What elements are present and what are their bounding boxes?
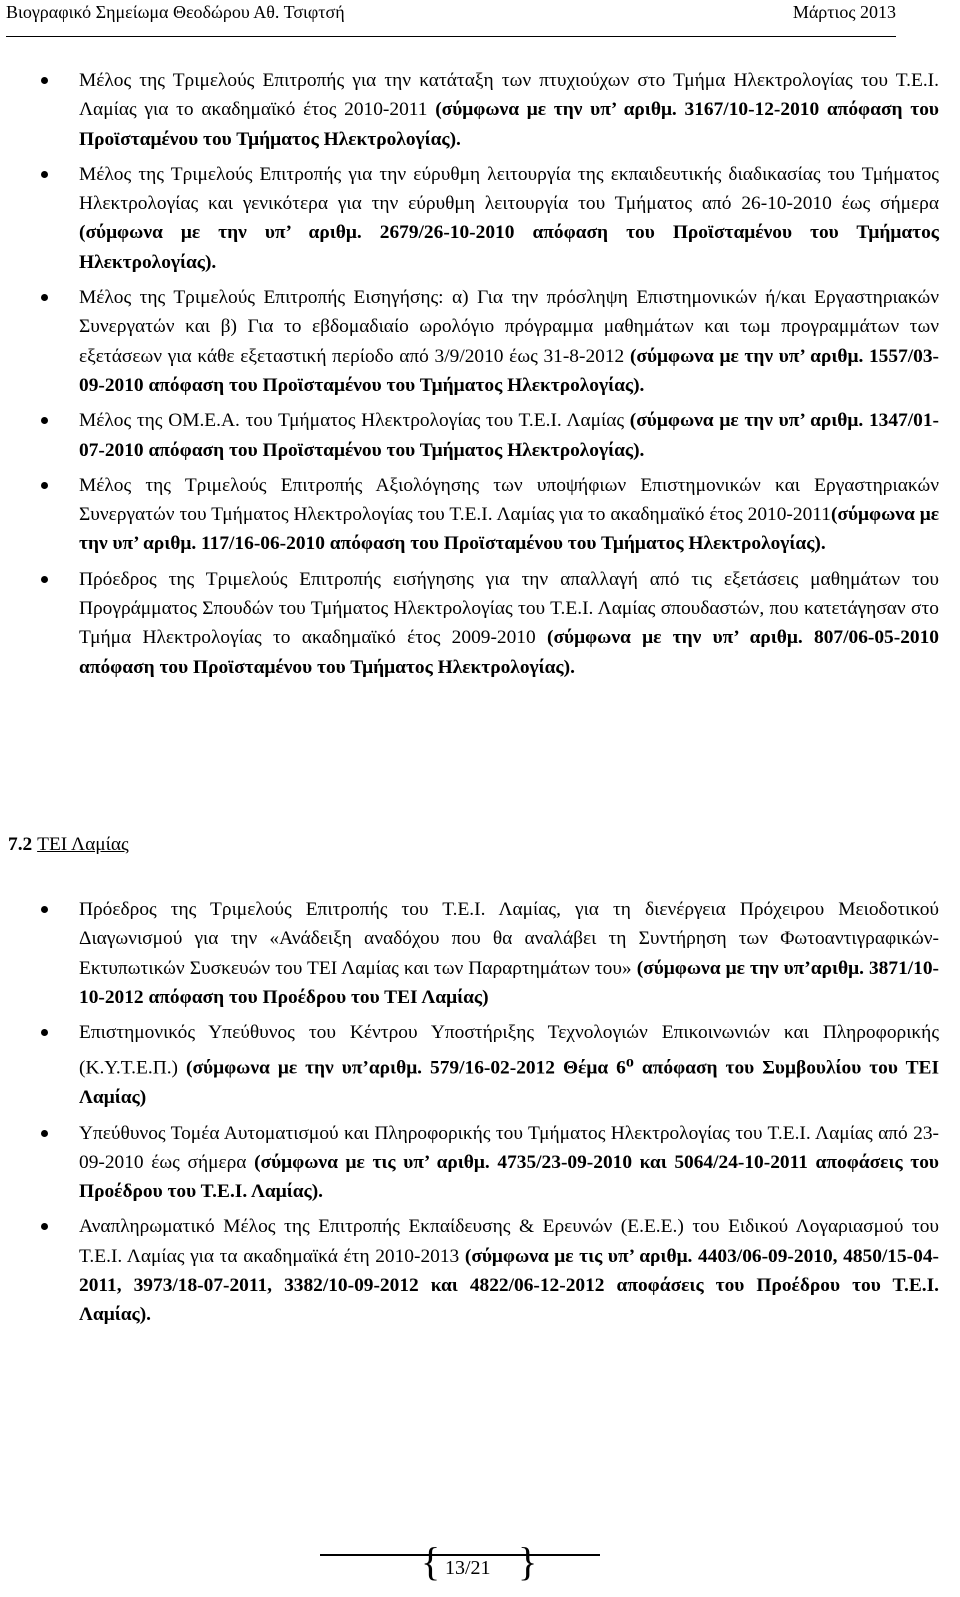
item-reference: (σύμφωνα με την υπ’ αριθμ. 1347/01-07-2010 απόφαση του Προϊσταμένου του Τμήματος Ηλεκτρολογίας). [79, 410, 939, 461]
item-text: Μέλος της ΟΜ.Ε.Α. του Τμήματος Ηλεκτρολογίας του Τ.Ε.Ι. Λαμίας [79, 410, 630, 432]
item-reference: (σύμφωνα με την υπ’ αριθμ. 3167/10-12-2010 απόφαση του Προϊσταμένου του Τμήματος Ηλεκτρολογίας). [79, 99, 939, 150]
bullet-icon [41, 906, 48, 913]
bullet-icon [41, 482, 48, 489]
list-item [0, 565, 939, 682]
item-text: Πρόεδρος της Τριμελούς Επιτροπής του Τ.Ε.Ι. Λαμίας, για τη διενέργεια Πρόχειρου Μειοδοτικού Διαγωνισμού για την «Ανάδειξη αναδόχου που θα αναλάβει τη Συντήρηση των Φωτοαντιγραφικών-Εκτυπωτικών Συσκευών του ΤΕΙ Λαμίας και των Παραρτημάτων του» [79, 899, 939, 979]
left-brace-icon: { [421, 1539, 441, 1584]
bullet-icon [41, 294, 48, 301]
item-reference: (σύμφωνα με την υπ’ αριθμ. 117/16-06-2010 απόφαση του Προϊσταμένου του Τμήματος Ηλεκτρολογίας). [79, 504, 940, 555]
item-text: Μέλος της Τριμελούς Επιτροπής Αξιολόγησης των υποψήφιων Επιστημονικών και Εργαστηριακών Συνεργατών του Τμήματος Ηλεκτρολογίας του Τ.Ε.Ι. Λαμίας για το ακαδημαϊκό έτος 2010-2011 [79, 474, 939, 526]
page-footer [0, 1520, 960, 1597]
list-item [0, 1119, 939, 1207]
bullet-icon [41, 417, 48, 424]
list-item [0, 283, 939, 400]
item-reference: (σύμφωνα με την υπ’αριθμ. 3871/10-10-2012 απόφαση του Προέδρου του ΤΕΙ Λαμίας) [79, 957, 939, 1008]
item-reference: (σύμφωνα με την υπ’ αριθμ. 2679/26-10-2010 απόφαση του Προϊσταμένου του Τμήματος Ηλεκτρολογίας). [79, 222, 939, 273]
section-title: ΤΕΙ Λαμίας [37, 834, 129, 855]
header-title: Βιογραφικό Σημείωμα Θεοδώρου Αθ. Τσιφτσή [6, 2, 345, 22]
committee-list-department [0, 66, 960, 688]
item-text: Μέλος της Τριμελούς Επιτροπής Εισηγήσης: α) Για την πρόσληψη Επιστημονικών ή/και Εργαστηριακών Συνεργατών και β) Για το εβδομαδιαίο ωρολόγιο πρόγραμμα μαθημάτων και τωμ προγραμμάτων των εξετάσεων για κάθε εξεταστική περίοδο από 3/9/2010 έως 31-8-2012 [79, 287, 939, 367]
list-item [0, 66, 939, 154]
item-reference: (σύμφωνα με τις υπ’ αριθμ. 4735/23-09-2010 και 5064/24-10-2011 αποφάσεις του Προέδρου του Τ.Ε.Ι. Λαμίας). [79, 1151, 939, 1203]
list-item [0, 1018, 939, 1112]
list-item [0, 406, 939, 465]
right-brace-icon: } [518, 1539, 538, 1584]
bullet-icon [41, 171, 48, 178]
item-text: Επιστημονικός Υπεύθυνος του Κέντρου Υποστήριξης Τεχνολογιών Επικοινωνιών και Πληροφορικής (Κ.Υ.Τ.Ε.Π.) [79, 1022, 939, 1079]
committee-list-tei [0, 895, 960, 1336]
item-text: Πρόεδρος της Τριμελούς Επιτροπής εισήγησης για την απαλλαγή από τις εξετάσεις μαθημάτων του Προγράμματος Σπουδών του Τμήματος Ηλεκτρολογίας του Τ.Ε.Ι. Λαμίας σπουδαστών, που κατετάγησαν στο Τμήμα Ηλεκτρολογίας το ακαδημαϊκό έτος 2009-2010 [79, 568, 939, 649]
superscript: ο [625, 1053, 634, 1071]
item-reference: (σύμφωνα με την υπ’ αριθμ. 1557/03-09-2010 απόφαση του Προϊσταμένου του Τμήματος Ηλεκτρολογίας). [79, 345, 939, 396]
section-number: 7.2 [8, 834, 33, 855]
item-reference: (σύμφωνα με την υπ’ αριθμ. 807/06-05-2010 απόφαση του Προϊσταμένου του Τμήματος Ηλεκτρολογίας). [79, 627, 939, 678]
page-number: 13/21 [445, 1557, 491, 1579]
list-item [0, 160, 939, 277]
item-reference: (σύμφωνα με τις υπ’ αριθμ. 4403/06-09-2010, 4850/15-04-2011, 3973/18-07-2011, 3382/10-09-2012 και 4822/06-12-2012 αποφάσεις του Προέδρου του Τ.Ε.Ι. Λαμίας). [79, 1245, 939, 1326]
header-date: Μάρτιος 2013 [792, 2, 896, 22]
item-text: Υπεύθυνος Τομέα Αυτοματισμού και Πληροφορικής του Τμήματος Ηλεκτρολογίας του Τ.Ε.Ι. Λαμίας από 23-09-2010 έως σήμερα [79, 1122, 939, 1173]
item-text: Αναπληρωματικό Μέλος της Επιτροπής Εκπαίδευσης & Ερευνών (Ε.Ε.Ε.) του Ειδικού Λογαριασμού του Τ.Ε.Ι. Λαμίας για τα ακαδημαϊκά έτη 2010-2013 [79, 1216, 939, 1267]
bullet-icon [41, 77, 48, 84]
bullet-icon [41, 1223, 48, 1230]
item-reference-tail: απόφαση του Συμβουλίου του ΤΕΙ Λαμίας) [79, 1057, 940, 1109]
list-item [0, 1212, 939, 1329]
list-item [0, 895, 939, 1012]
section-heading [8, 830, 129, 859]
item-text: Μέλος της Τριμελούς Επιτροπής για την εύρυθμη λειτουργία της εκπαιδευτικής διαδικασίας του Τμήματος Ηλεκτρολογίας και γενικότερα για την εύρυθμη λειτουργία του Τμήματος από 26-10-2010 έως σήμερα [79, 163, 939, 215]
page-header [6, 0, 896, 37]
bullet-icon [41, 1130, 48, 1137]
bullet-icon [41, 1029, 48, 1036]
item-text: Μέλος της Τριμελούς Επιτροπής για την κατάταξη των πτυχιούχων στο Τμήμα Ηλεκτρολογίας του Τ.Ε.Ι. Λαμίας για το ακαδημαϊκό έτος 2010-2011 [79, 70, 939, 121]
item-reference: (σύμφωνα με την υπ’αριθμ. 579/16-02-2012 Θέμα 6 [186, 1057, 626, 1079]
bullet-icon [41, 576, 48, 583]
list-item [0, 471, 939, 559]
